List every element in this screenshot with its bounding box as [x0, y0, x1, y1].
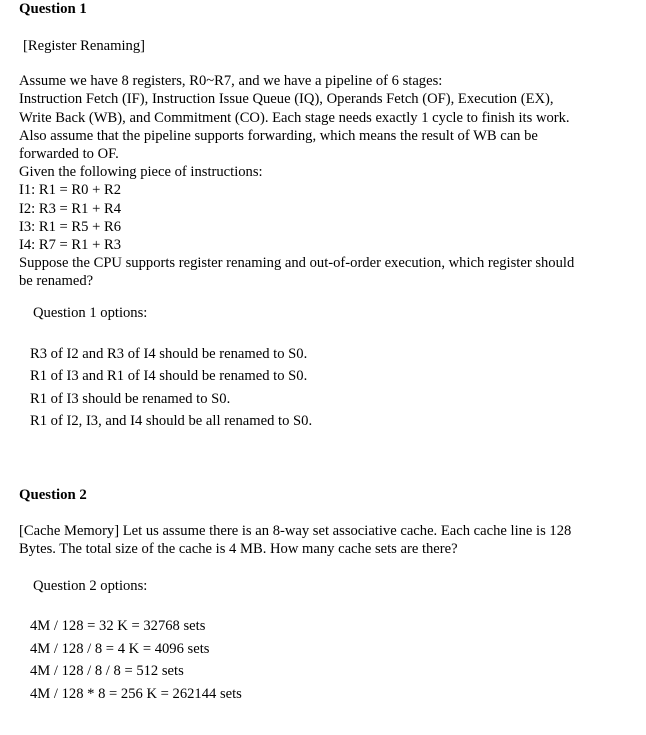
question-1-line: Suppose the CPU supports register renaming and out-of-order execution, which register should	[19, 255, 575, 272]
question-2-option-3[interactable]: 4M / 128 / 8 / 8 = 512 sets	[30, 663, 184, 680]
question-1-options-header: Question 1 options:	[33, 304, 148, 321]
question-1-option-1[interactable]: R3 of I2 and R3 of I4 should be renamed to S0.	[30, 345, 308, 362]
instruction-i4: I4: R7 = R1 + R3	[19, 237, 122, 254]
question-1-line: Instruction Fetch (IF), Instruction Issue Queue (IQ), Operands Fetch (OF), Execution (EX),	[19, 91, 554, 108]
question-1-option-2[interactable]: R1 of I3 and R1 of I4 should be renamed to S0.	[30, 368, 308, 385]
question-2-title: Question 2	[19, 486, 87, 503]
question-2-option-2[interactable]: 4M / 128 / 8 = 4 K = 4096 sets	[30, 640, 210, 657]
instruction-i3: I3: R1 = R5 + R6	[19, 218, 122, 235]
question-1-line: be renamed?	[19, 273, 94, 290]
question-1-line: forwarded to OF.	[19, 146, 119, 163]
question-2-line: Bytes. The total size of the cache is 4 MB. How many cache sets are there?	[19, 541, 458, 558]
question-2-options	[19, 615, 639, 705]
question-1-option-3[interactable]: R1 of I3 should be renamed to S0.	[30, 390, 231, 407]
question-1-options	[19, 343, 639, 433]
question-2-line: [Cache Memory] Let us assume there is an 8-way set associative cache. Each cache line is 128	[19, 522, 572, 539]
question-2-option-1[interactable]: 4M / 128 = 32 K = 32768 sets	[30, 618, 206, 635]
instruction-i1: I1: R1 = R0 + R2	[19, 182, 122, 199]
question-2	[19, 486, 639, 706]
question-2-options-header: Question 2 options:	[33, 578, 148, 595]
question-1	[19, 0, 639, 433]
question-1-option-4[interactable]: R1 of I2, I3, and I4 should be all renamed to S0.	[30, 413, 313, 430]
question-2-option-4[interactable]: 4M / 128 * 8 = 256 K = 262144 sets	[30, 685, 242, 702]
question-1-body	[19, 72, 639, 290]
question-1-line: Given the following piece of instructions:	[19, 164, 263, 181]
question-1-topic: [Register Renaming]	[23, 38, 145, 54]
question-1-line: Assume we have 8 registers, R0~R7, and we have a pipeline of 6 stages:	[19, 73, 443, 90]
question-2-body	[19, 522, 639, 558]
instruction-i2: I2: R3 = R1 + R4	[19, 200, 122, 217]
question-1-line: Also assume that the pipeline supports forwarding, which means the result of WB can be	[19, 127, 538, 144]
quiz-page	[19, 0, 639, 705]
question-1-line: Write Back (WB), and Commitment (CO). Each stage needs exactly 1 cycle to finish its work.	[19, 109, 570, 126]
question-1-title: Question 1	[19, 1, 87, 17]
